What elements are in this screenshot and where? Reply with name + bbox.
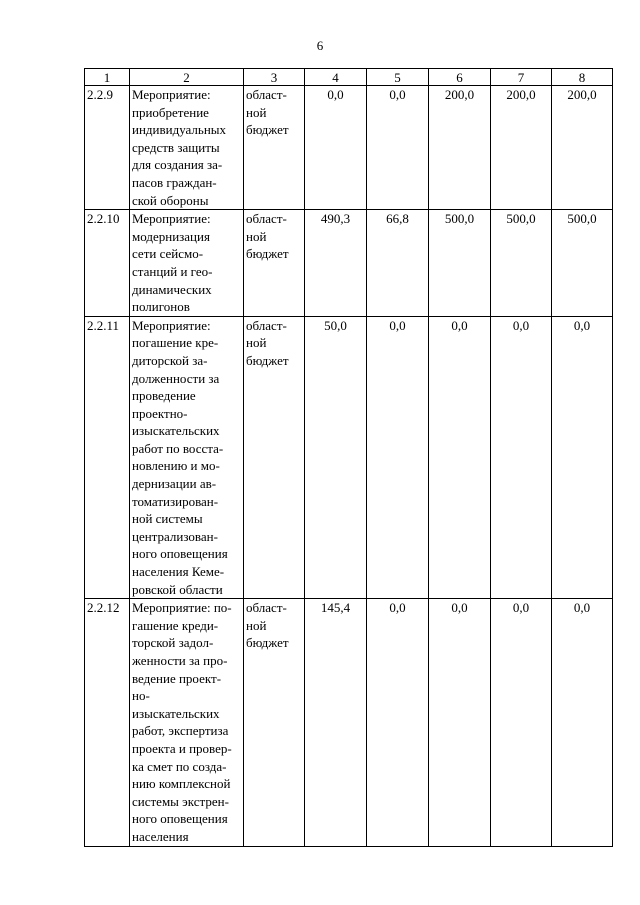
row-value: 66,8 <box>367 210 429 317</box>
row-value: 50,0 <box>305 316 367 599</box>
row-value: 0,0 <box>552 316 613 599</box>
description-line: пасов граждан- <box>132 174 217 190</box>
description-line: динамических <box>132 281 212 297</box>
table-row <box>85 599 613 846</box>
budget-table <box>84 68 613 847</box>
row-value: 200,0 <box>429 86 491 210</box>
description-line: диторской за- <box>132 352 208 368</box>
description-line: индивидуальных <box>132 122 227 138</box>
funding-source-line: ной <box>246 617 267 633</box>
row-code: 2.2.9 <box>85 86 130 210</box>
description-line: полигонов <box>132 299 190 315</box>
description-line: изыскательских <box>132 705 220 721</box>
row-value: 490,3 <box>305 210 367 317</box>
description-line: централизован- <box>132 528 218 544</box>
description-line: средств защиты <box>132 139 220 155</box>
description-line: ровской области <box>132 581 223 597</box>
description-line: женности за про- <box>132 653 228 668</box>
row-value: 500,0 <box>429 210 491 317</box>
row-funding-source <box>244 210 305 317</box>
description-line: погашение кре- <box>132 335 219 351</box>
row-value: 0,0 <box>367 316 429 599</box>
column-header: 6 <box>429 69 491 86</box>
description-line: системы экстрен- <box>132 793 229 809</box>
funding-source-line: бюджет <box>246 635 289 651</box>
funding-source-line: бюджет <box>246 352 289 368</box>
funding-source-line: област- <box>246 87 287 102</box>
row-value: 500,0 <box>552 210 613 317</box>
row-value: 145,4 <box>305 599 367 846</box>
row-value: 500,0 <box>491 210 552 317</box>
description-line: Мероприятие: <box>132 87 211 102</box>
funding-source-line: област- <box>246 211 287 227</box>
table-header-row <box>85 69 613 86</box>
description-line: долженности за <box>132 370 220 386</box>
funding-source-line: бюджет <box>246 246 289 262</box>
row-description <box>130 210 244 317</box>
funding-source-line: бюджет <box>246 122 289 138</box>
description-line: населения <box>132 828 189 844</box>
description-line: сети сейсмо- <box>132 246 204 262</box>
row-code: 2.2.12 <box>85 599 130 846</box>
row-value: 0,0 <box>367 86 429 210</box>
row-funding-source <box>244 599 305 846</box>
description-line: модернизация <box>132 228 210 244</box>
row-value: 0,0 <box>305 86 367 210</box>
row-value: 200,0 <box>491 86 552 210</box>
description-line: ной системы <box>132 511 203 527</box>
funding-source-line: ной <box>246 104 267 120</box>
page-number: 6 <box>316 38 324 53</box>
description-line: станций и гео- <box>132 263 213 279</box>
row-funding-source <box>244 316 305 599</box>
description-line: но- <box>132 688 150 704</box>
description-line: работ, экспертиза <box>132 723 229 739</box>
description-line: изыскательских <box>132 423 220 439</box>
column-header: 8 <box>552 69 613 86</box>
column-header: 1 <box>85 69 130 86</box>
description-line: ведение проект- <box>132 670 222 686</box>
row-value: 0,0 <box>552 599 613 846</box>
row-description <box>130 316 244 599</box>
row-value: 0,0 <box>491 316 552 599</box>
description-line: населения Кеме- <box>132 564 225 580</box>
description-line: Мероприятие: <box>132 211 211 227</box>
column-header: 4 <box>305 69 367 86</box>
funding-source-line: ной <box>246 228 267 244</box>
row-value: 200,0 <box>552 86 613 210</box>
row-value: 0,0 <box>429 599 491 846</box>
row-code: 2.2.11 <box>85 316 130 599</box>
table-row <box>85 210 613 317</box>
description-line: нию комплексной <box>132 776 231 792</box>
row-description <box>130 599 244 846</box>
description-line: для создания за- <box>132 157 223 173</box>
column-header: 5 <box>367 69 429 86</box>
description-line: приобретение <box>132 104 209 120</box>
column-header: 3 <box>244 69 305 86</box>
description-line: новлению и мо- <box>132 458 220 474</box>
description-line: проектно- <box>132 405 188 421</box>
description-line: Мероприятие: <box>132 317 211 333</box>
description-line: томатизирован- <box>132 493 219 509</box>
description-line: ного оповещения <box>132 811 228 827</box>
column-header: 2 <box>130 69 244 86</box>
description-line: ской обороны <box>132 192 209 208</box>
description-line: работ по восста- <box>132 440 224 456</box>
description-line: торской задол- <box>132 635 214 651</box>
row-funding-source <box>244 86 305 210</box>
row-code: 2.2.10 <box>85 210 130 317</box>
description-line: дернизации ав- <box>132 476 217 492</box>
funding-source-line: ной <box>246 335 267 351</box>
description-line: Мероприятие: по- <box>132 600 232 616</box>
row-value: 0,0 <box>367 599 429 846</box>
column-header: 7 <box>491 69 552 86</box>
description-line: проведение <box>132 388 196 404</box>
table-row <box>85 86 613 210</box>
row-value: 0,0 <box>429 316 491 599</box>
description-line: проекта и провер- <box>132 740 232 756</box>
funding-source-line: област- <box>246 600 287 616</box>
table-row <box>85 316 613 599</box>
description-line: гашение креди- <box>132 617 219 633</box>
row-value: 0,0 <box>491 599 552 846</box>
description-line: ного оповещения <box>132 546 228 562</box>
row-description <box>130 86 244 210</box>
description-line: ка смет по созда- <box>132 758 227 774</box>
funding-source-line: област- <box>246 317 287 333</box>
